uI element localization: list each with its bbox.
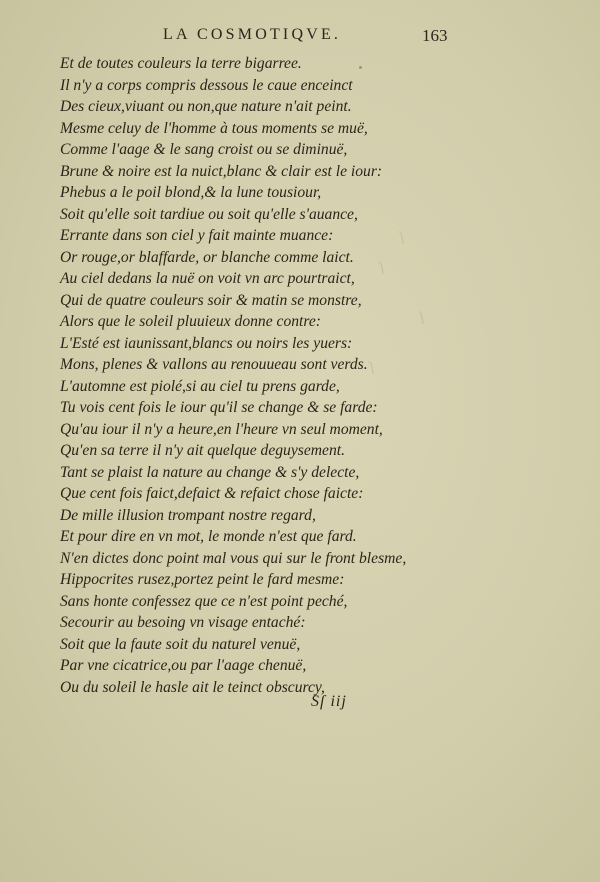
verse-line: Ou du soleil le hasle ait le teinct obscurcy,: [60, 678, 325, 696]
paper-speck: [359, 66, 362, 69]
verse-line: Tant se plaist la nature au change & s'y delecte,: [60, 463, 360, 481]
running-title: LA COSMOTIQVE.: [163, 26, 342, 43]
verse-line: Alors que le soleil pluuieux donne contre:: [60, 313, 321, 330]
verse-line: Soit qu'elle soit tardiue ou soit qu'elle s'auance,: [60, 205, 358, 223]
signature-mark: Sſ iij: [311, 693, 347, 710]
verse-line: Des cieux,viuant ou non,que nature n'ait peint.: [60, 98, 352, 115]
verse-line: Soit que la faute soit du naturel venuë,: [60, 635, 301, 653]
verse-line: Phebus a le poil blond,& la lune tousiour,: [60, 184, 322, 201]
verse-line: Brune & noire est la nuict,blanc & clair est le iour:: [60, 162, 383, 180]
verse-line: Hippocrites rusez,portez peint le fard mesme:: [60, 571, 345, 588]
running-head: [0, 26, 600, 48]
verse-line: De mille illusion trompant nostre regard,: [60, 506, 316, 524]
verse-line: Il n'y a corps compris dessous le caue enceinct: [60, 76, 353, 94]
verse-line: Errante dans son ciel y fait mainte muance:: [60, 227, 334, 244]
verse-line: N'en dictes donc point mal vous qui sur le front blesme,: [60, 549, 407, 567]
show-through-text: ſ ſ ſ ſ: [370, 230, 424, 375]
verse-line: Mons, plenes & vallons au renouueau sont verds.: [60, 356, 368, 373]
verse-line: L'Esté est iaunissant,blancs ou noirs les yuers:: [60, 334, 353, 352]
verse-line: Au ciel dedans la nuë on voit vn arc pourtraict,: [60, 270, 355, 287]
verse-line: Or rouge,or blaffarde, or blanche comme laict.: [60, 248, 354, 266]
page-number: 163: [422, 26, 448, 45]
verse-line: Qu'au iour il n'y a heure,en l'heure vn seul moment,: [60, 420, 383, 438]
verse-line: Et de toutes couleurs la terre bigarree.: [60, 55, 302, 72]
verse-line: Et pour dire en vn mot, le monde n'est que fard.: [60, 528, 357, 545]
verse-line: Par vne cicatrice,ou par l'aage chenuë,: [60, 657, 307, 674]
verse-line: Comme l'aage & le sang croist ou se diminuë,: [60, 141, 348, 158]
verse-line: Qui de quatre couleurs soir & matin se monstre,: [60, 291, 362, 309]
verse-line: Qu'en sa terre il n'y ait quelque deguysement.: [60, 442, 345, 459]
verse-line: Que cent fois faict,defaict & refaict chose faicte:: [60, 485, 364, 502]
verse-line: Secourir au besoing vn visage entaché:: [60, 614, 306, 631]
verse-line: Sans honte confessez que ce n'est point peché,: [60, 592, 348, 610]
verse-line: L'automne est piolé,si au ciel tu prens garde,: [60, 377, 340, 395]
verse-line: Tu vois cent fois le iour qu'il se change & se farde:: [60, 399, 378, 416]
verse-line: Mesme celuy de l'homme à tous moments se muë,: [60, 119, 368, 137]
